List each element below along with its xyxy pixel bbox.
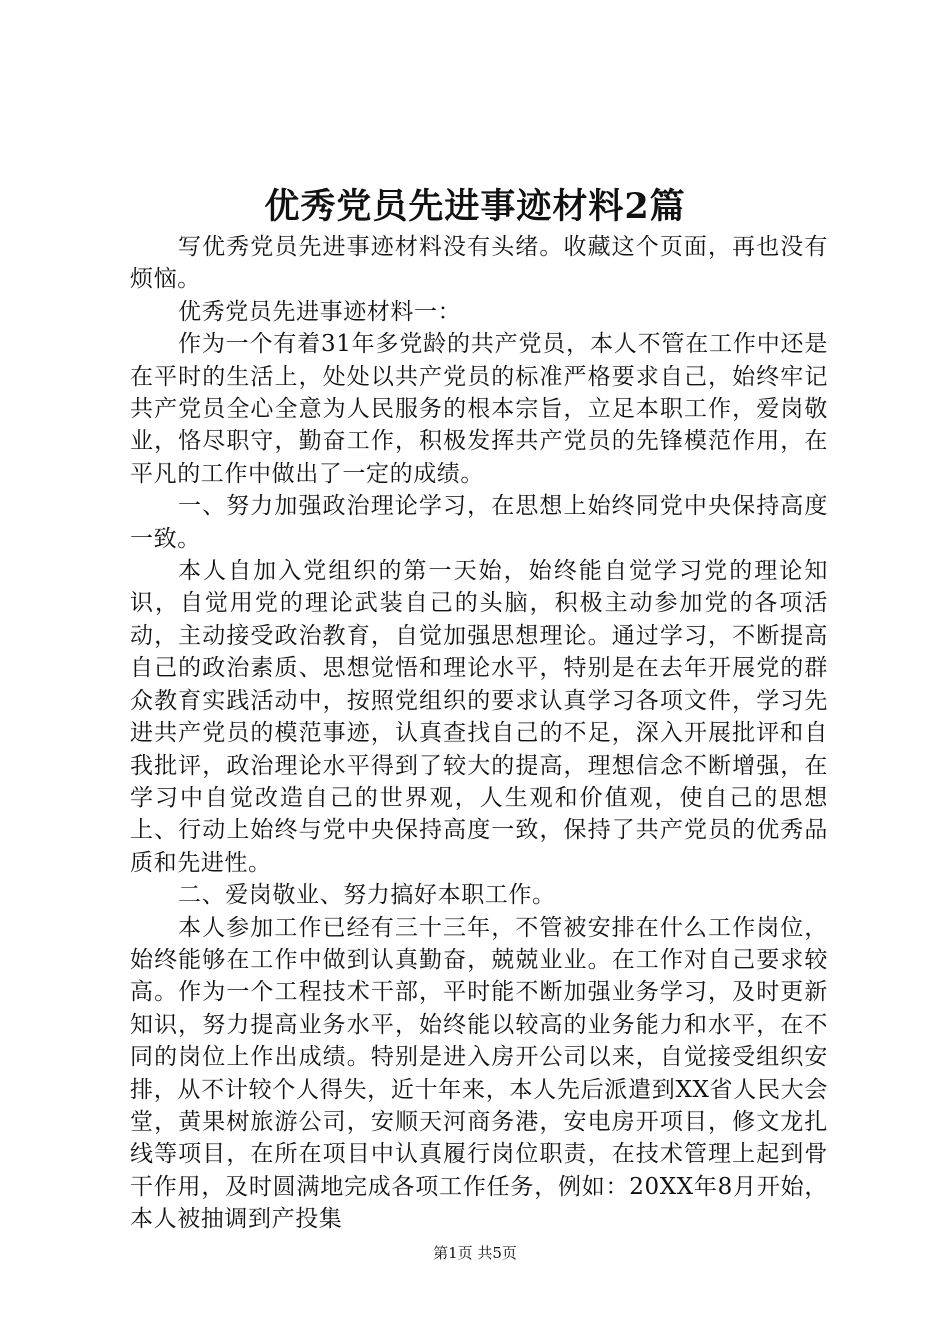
paragraph-study: 本人自加入党组织的第一天始，始终能自觉学习党的理论知识，自觉用党的理论武装自己的头脑，积极主动参加党的各项活动，主动接受政治教育，自觉加强思想理论。通过学习，不断提高自己的政治素质、思想觉悟和理论水平，特别是在去年开展党的群众教育实践活动中，按照党组织的要求认真学习各项文件，学习先进共产党员的模范事迹，认真查找自己的不足，深入开展批评和自我批评，政治理论水平得到了较大的提高，理想信念不断增强，在学习中自觉改造自己的世界观，人生观和价值观，使自己的思想上、行动上始终与党中央保持高度一致，保持了共产党员的优秀品质和先进性。 bbox=[130, 558, 828, 876]
paragraph-intro: 写优秀党员先进事迹材料没有头绪。收藏这个页面，再也没有烦恼。 bbox=[130, 234, 828, 293]
paragraph-heading-two: 二、爱岗敬业、努力搞好本职工作。 bbox=[178, 882, 556, 909]
document-title: 优秀党员先进事迹材料2篇 bbox=[264, 186, 686, 227]
paragraph-work: 本人参加工作已经有三十三年，不管被安排在什么工作岗位，始终能够在工作中做到认真勤奋，兢兢业业。在工作对自己要求较高。作为一个工程技术干部，平时能不断加强业务学习，及时更新知识，努力提高业务水平，始终能以较高的业务能力和水平，在不同的岗位上作出成绩。特别是进入房开公司以来，自觉接受组织安排，从不计较个人得失，近十年来，本人先后派遣到XX省人民大会堂，黄果树旅游公司，安顺天河商务港，安电房开项目，修文龙扎线等项目，在所在项目中认真履行岗位职责，在技术管理上起到骨干作用，及时圆满地完成各项工作任务，例如：20XX年8月开始，本人被抽调到产投集 bbox=[130, 914, 828, 1233]
paragraph-section-heading: 优秀党员先进事迹材料一： bbox=[178, 298, 462, 325]
document-body bbox=[130, 231, 828, 1236]
paragraph-heading-one: 一、努力加强政治理论学习，在思想上始终同党中央保持高度一致。 bbox=[130, 493, 828, 552]
paragraph-summary: 作为一个有着31年多党龄的共产党员，本人不管在工作中还是在平时的生活上，处处以共产党员的标准严格要求自己，始终牢记共产党员全心全意为人民服务的根本宗旨，立足本职工作，爱岗敬业，恪尽职守，勤奋工作，积极发挥共产党员的先锋模范作用，在平凡的工作中做出了一定的成绩。 bbox=[130, 331, 828, 487]
page-number-footer: 第1页 共5页 bbox=[433, 1244, 517, 1262]
